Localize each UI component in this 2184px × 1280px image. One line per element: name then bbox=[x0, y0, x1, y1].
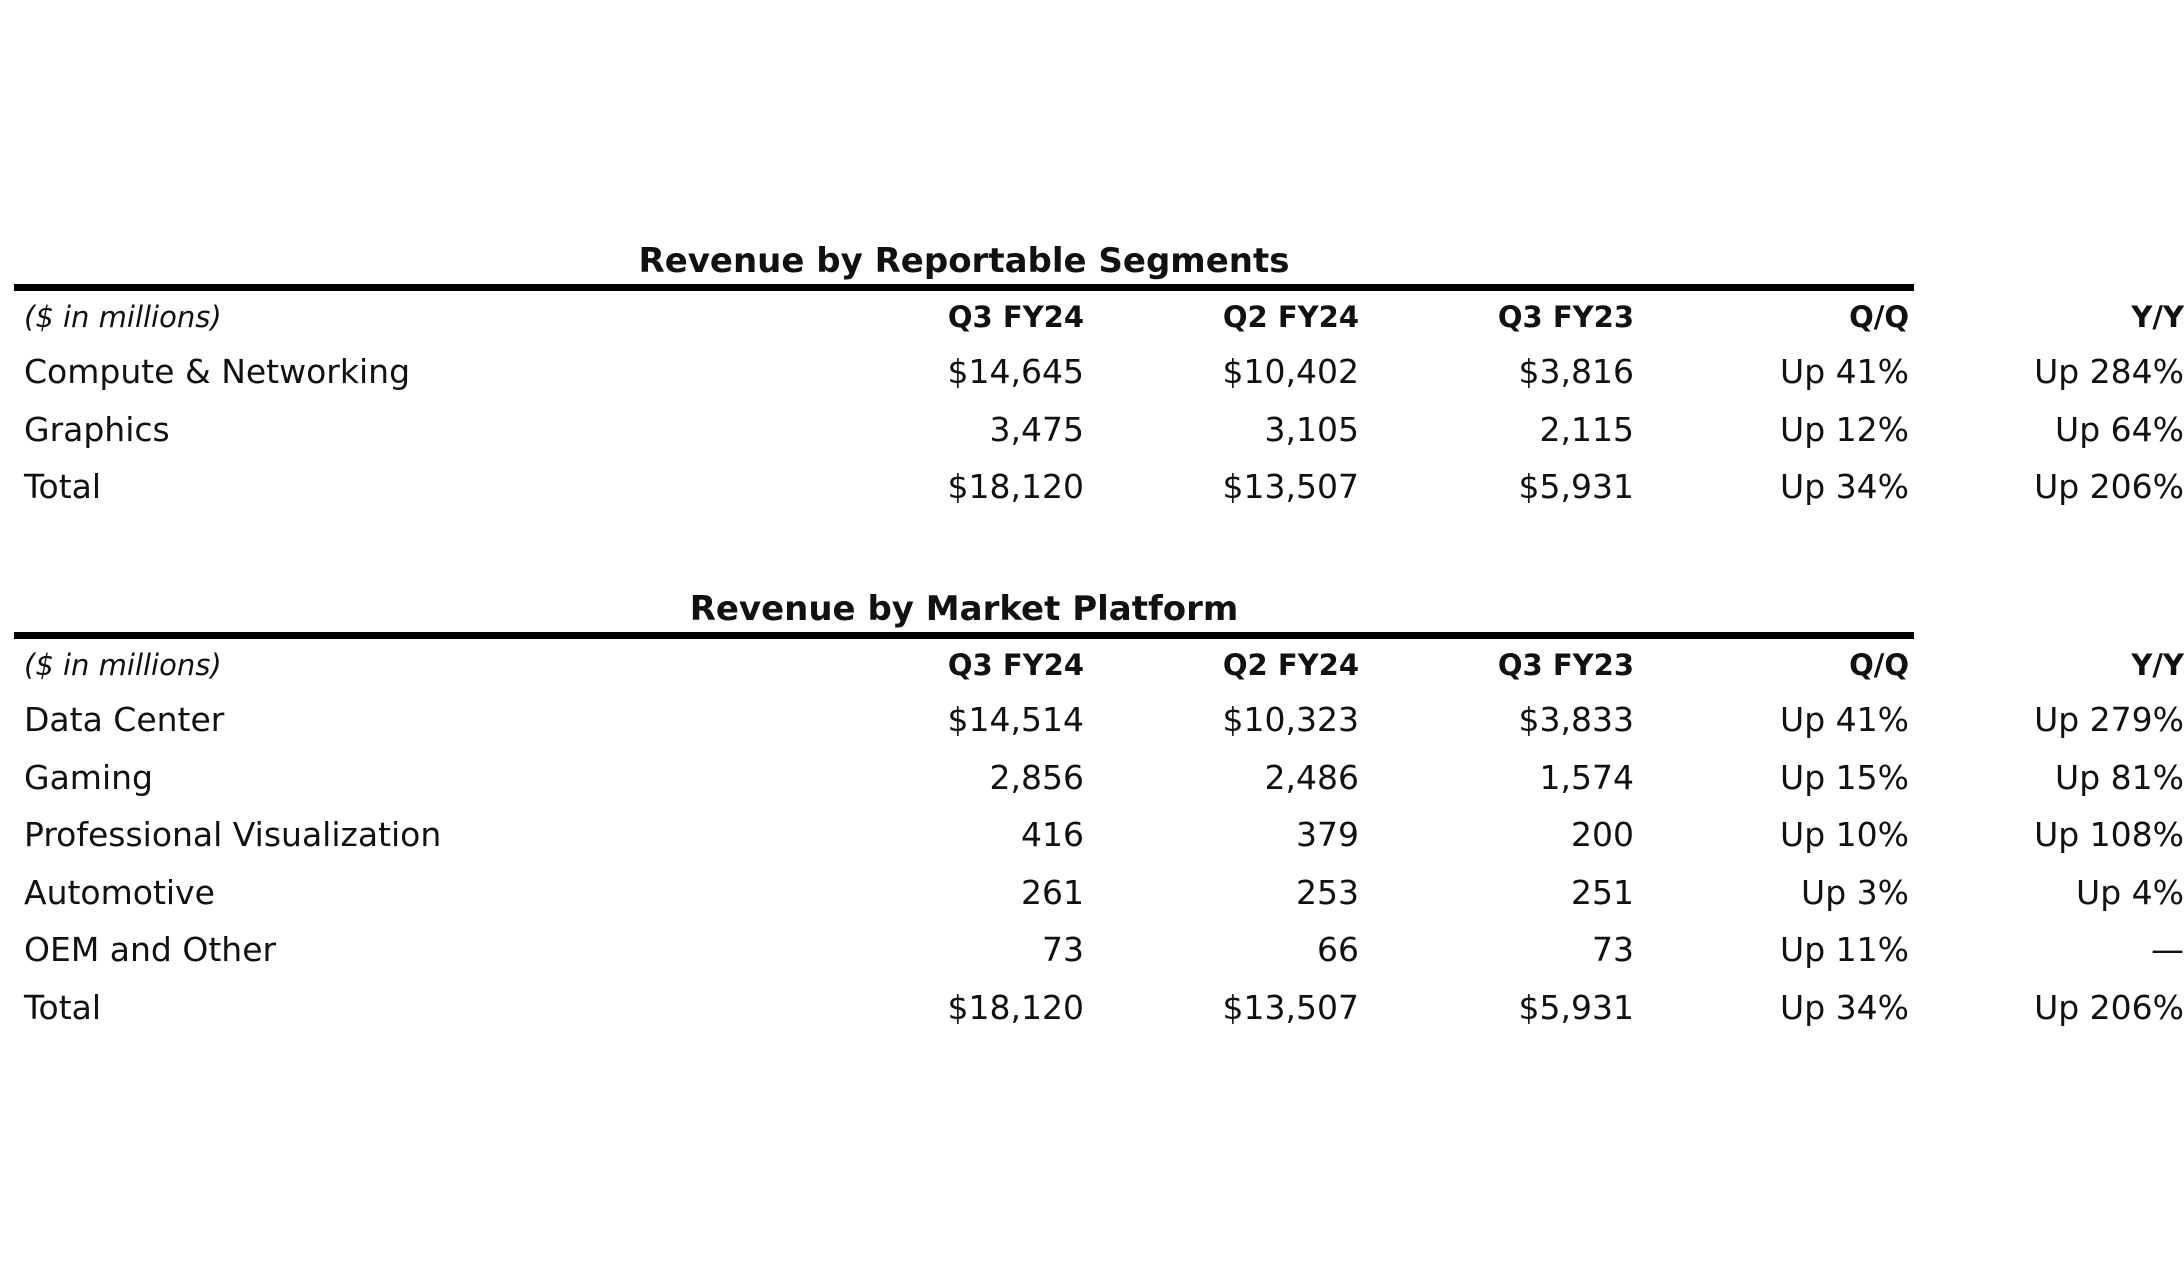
cell-qq: Up 11% bbox=[1780, 930, 1909, 970]
row-label: Total bbox=[24, 987, 102, 1027]
platforms-table bbox=[14, 588, 2184, 1037]
col-header-q2fy24: Q2 FY24 bbox=[1222, 648, 1359, 682]
cell-qq: Up 12% bbox=[1780, 409, 1909, 449]
cell-qq: Up 10% bbox=[1780, 815, 1909, 855]
cell-qq: Up 34% bbox=[1780, 987, 1909, 1027]
cell-yy: Up 206% bbox=[2034, 987, 2184, 1027]
row-label: Automotive bbox=[24, 872, 215, 912]
segments-table bbox=[14, 240, 2184, 516]
col-header-q3fy24: Q3 FY24 bbox=[947, 648, 1084, 682]
platforms-body bbox=[14, 691, 2184, 1037]
col-header-yy: Y/Y bbox=[2131, 648, 2184, 682]
table-row bbox=[14, 458, 2184, 516]
row-label: Total bbox=[24, 467, 102, 507]
cell-q3fy24: $18,120 bbox=[947, 467, 1084, 507]
cell-q2fy24: 253 bbox=[1296, 872, 1359, 912]
cell-qq: Up 41% bbox=[1780, 700, 1909, 739]
segments-title-divider bbox=[14, 284, 1914, 291]
cell-yy: Up 284% bbox=[2034, 352, 2184, 391]
cell-yy: Up 4% bbox=[2076, 872, 2184, 912]
table-row bbox=[14, 343, 2184, 401]
platforms-table-title: Revenue by Market Platform bbox=[689, 589, 1239, 629]
table-row bbox=[14, 979, 2184, 1037]
table-row bbox=[14, 806, 2184, 864]
cell-q3fy23: 200 bbox=[1571, 815, 1634, 855]
cell-q3fy24: 73 bbox=[1042, 930, 1084, 970]
cell-yy: Up 279% bbox=[2034, 700, 2184, 739]
cell-q3fy23: $3,833 bbox=[1518, 700, 1634, 739]
platforms-title-divider bbox=[14, 632, 1914, 639]
cell-q2fy24: $13,507 bbox=[1222, 987, 1359, 1027]
col-header-q3fy24: Q3 FY24 bbox=[947, 300, 1084, 334]
cell-q2fy24: 379 bbox=[1296, 815, 1359, 855]
table-row bbox=[14, 921, 2184, 979]
col-header-q3fy23: Q3 FY23 bbox=[1497, 648, 1634, 682]
table-row bbox=[14, 691, 2184, 749]
table-row bbox=[14, 749, 2184, 807]
cell-q3fy23: $5,931 bbox=[1518, 467, 1634, 507]
cell-q2fy24: 2,486 bbox=[1264, 757, 1359, 797]
cell-q3fy24: $18,120 bbox=[947, 987, 1084, 1027]
segments-units-label: ($ in millions) bbox=[24, 300, 222, 334]
col-header-q2fy24: Q2 FY24 bbox=[1222, 300, 1359, 334]
cell-q3fy24: 416 bbox=[1021, 815, 1084, 855]
cell-qq: Up 3% bbox=[1801, 872, 1909, 912]
cell-q3fy23: $3,816 bbox=[1518, 352, 1634, 391]
row-label: Professional Visualization bbox=[24, 815, 442, 855]
cell-q3fy24: $14,514 bbox=[947, 700, 1084, 739]
cell-q3fy24: 3,475 bbox=[989, 409, 1084, 449]
col-header-q3fy23: Q3 FY23 bbox=[1497, 300, 1634, 334]
table-row bbox=[14, 401, 2184, 459]
platforms-header-row bbox=[14, 639, 2184, 691]
cell-q3fy24: 261 bbox=[1021, 872, 1084, 912]
cell-qq: Up 15% bbox=[1780, 757, 1909, 797]
cell-q2fy24: 3,105 bbox=[1264, 409, 1359, 449]
table-row bbox=[14, 864, 2184, 922]
cell-yy: Up 64% bbox=[2055, 409, 2184, 449]
col-header-qq: Q/Q bbox=[1849, 300, 1909, 334]
row-label: Gaming bbox=[24, 757, 153, 797]
row-label: Data Center bbox=[24, 700, 225, 739]
segments-table-title: Revenue by Reportable Segments bbox=[638, 241, 1290, 281]
cell-q2fy24: $10,323 bbox=[1222, 700, 1359, 739]
cell-q3fy23: 73 bbox=[1592, 930, 1634, 970]
cell-q2fy24: 66 bbox=[1317, 930, 1359, 970]
cell-qq: Up 34% bbox=[1780, 467, 1909, 507]
cell-q2fy24: $13,507 bbox=[1222, 467, 1359, 507]
cell-q3fy23: $5,931 bbox=[1518, 987, 1634, 1027]
cell-q3fy23: 2,115 bbox=[1539, 409, 1634, 449]
cell-q3fy24: $14,645 bbox=[947, 352, 1084, 391]
cell-yy: — bbox=[2151, 930, 2184, 970]
cell-yy: Up 108% bbox=[2034, 815, 2184, 855]
row-label: Graphics bbox=[24, 409, 170, 449]
cell-q3fy23: 1,574 bbox=[1539, 757, 1634, 797]
segments-body bbox=[14, 343, 2184, 516]
cell-yy: Up 81% bbox=[2055, 757, 2184, 797]
row-label: OEM and Other bbox=[24, 930, 277, 970]
col-header-qq: Q/Q bbox=[1849, 648, 1909, 682]
cell-q3fy23: 251 bbox=[1571, 872, 1634, 912]
platforms-units-label: ($ in millions) bbox=[24, 648, 222, 682]
row-label: Compute & Networking bbox=[24, 352, 411, 391]
col-header-yy: Y/Y bbox=[2131, 300, 2184, 334]
cell-q2fy24: $10,402 bbox=[1222, 352, 1359, 391]
segments-header-row bbox=[14, 291, 2184, 343]
cell-q3fy24: 2,856 bbox=[989, 757, 1084, 797]
cell-qq: Up 41% bbox=[1780, 352, 1909, 391]
cell-yy: Up 206% bbox=[2034, 467, 2184, 507]
